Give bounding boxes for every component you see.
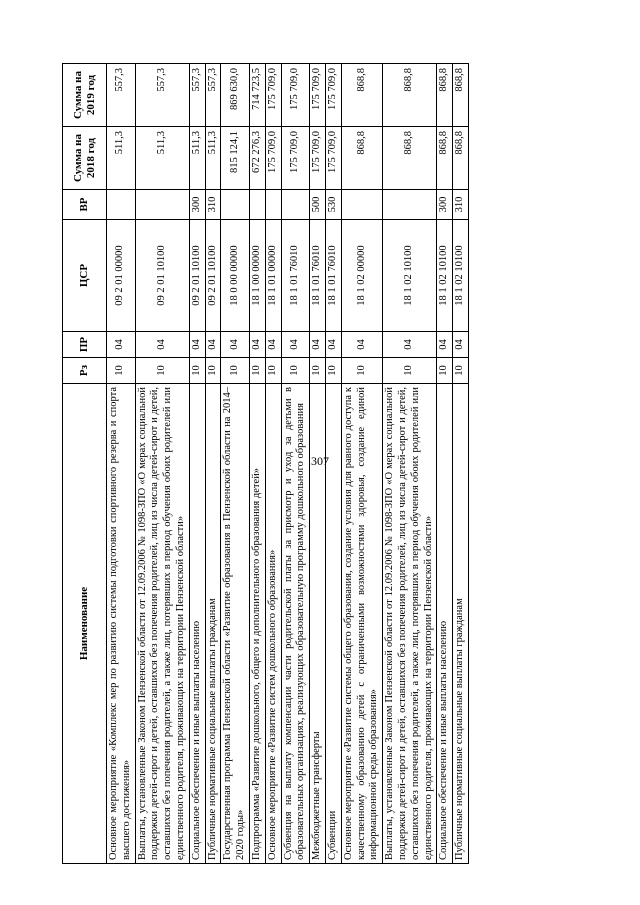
cell-pr: 04 <box>325 332 341 358</box>
table-row <box>221 64 250 864</box>
cell-name: Основное мероприятие «Развитие системы общего образования, создание условия для равного доступа к качественному образованию детей с ограниченными возможностями здоровья, создание единой информационной среды образования» <box>341 384 382 864</box>
cell-rz: 10 <box>437 358 453 384</box>
cell-pr: 04 <box>310 332 326 358</box>
cell-name: Субвенции <box>325 384 341 864</box>
cell-name: Социальное обеспечение и иные выплаты населению <box>189 384 205 864</box>
cell-vr: 310 <box>205 190 221 220</box>
cell-rz: 10 <box>205 358 221 384</box>
cell-csr: 18 0 00 00000 <box>221 220 250 332</box>
header-pr: ПР <box>63 332 107 358</box>
cell-vr: 300 <box>437 190 453 220</box>
cell-csr: 18 1 00 00000 <box>249 220 265 332</box>
header-rz: Рз <box>63 358 107 384</box>
budget-table <box>62 63 469 864</box>
cell-rz: 10 <box>325 358 341 384</box>
cell-vr <box>281 190 310 220</box>
header-sum-2019: Сумма на 2019 год <box>63 64 107 127</box>
cell-pr: 04 <box>249 332 265 358</box>
cell-csr: 18 1 02 10100 <box>437 220 453 332</box>
cell-csr: 18 1 02 00000 <box>341 220 382 332</box>
cell-name: Основное мероприятие «Развитие систем дошкольного образования» <box>265 384 281 864</box>
cell-sum-2019: 557,3 <box>107 64 136 127</box>
cell-rz: 10 <box>107 358 136 384</box>
cell-vr <box>341 190 382 220</box>
cell-csr: 18 1 01 00000 <box>265 220 281 332</box>
table-row <box>325 64 341 864</box>
cell-sum-2019: 868,8 <box>341 64 382 127</box>
cell-vr: 310 <box>453 190 469 220</box>
cell-vr <box>107 190 136 220</box>
rotated-table-container <box>62 64 582 864</box>
cell-name: Межбюджетные трансферты <box>310 384 326 864</box>
cell-rz: 10 <box>383 358 437 384</box>
header-csr: ЦСР <box>63 220 107 332</box>
table-row <box>107 64 136 864</box>
cell-sum-2019: 869 630,0 <box>221 64 250 127</box>
table-row <box>249 64 265 864</box>
table-row <box>281 64 310 864</box>
cell-pr: 04 <box>107 332 136 358</box>
cell-name: Субвенция на выплату компенсации части родительской платы за присмотр и уход за детьми в образовательных организациях, реализующих образовательную программу дошкольного образования <box>281 384 310 864</box>
cell-rz: 10 <box>265 358 281 384</box>
cell-vr: 300 <box>189 190 205 220</box>
cell-sum-2019: 175 709,0 <box>310 64 326 127</box>
cell-sum-2018: 868,8 <box>383 127 437 190</box>
cell-sum-2019: 175 709,0 <box>281 64 310 127</box>
cell-sum-2019: 868,8 <box>437 64 453 127</box>
cell-pr: 04 <box>189 332 205 358</box>
table-header-row <box>63 64 107 864</box>
table-row <box>135 64 189 864</box>
cell-csr: 18 1 02 10100 <box>453 220 469 332</box>
cell-rz: 10 <box>453 358 469 384</box>
cell-csr: 09 2 01 10100 <box>189 220 205 332</box>
cell-sum-2018: 175 709,0 <box>310 127 326 190</box>
cell-sum-2018: 175 709,0 <box>265 127 281 190</box>
cell-sum-2019: 868,8 <box>383 64 437 127</box>
cell-pr: 04 <box>383 332 437 358</box>
cell-sum-2019: 557,3 <box>135 64 189 127</box>
cell-vr <box>249 190 265 220</box>
table-row <box>341 64 382 864</box>
cell-sum-2019: 557,3 <box>205 64 221 127</box>
cell-sum-2018: 175 709,0 <box>281 127 310 190</box>
cell-pr: 04 <box>265 332 281 358</box>
cell-csr: 18 1 01 76010 <box>325 220 341 332</box>
cell-sum-2019: 175 709,0 <box>325 64 341 127</box>
table-row <box>437 64 453 864</box>
table-row <box>453 64 469 864</box>
cell-vr <box>383 190 437 220</box>
cell-name: Выплаты, установленные Законом Пензенской области от 12.09.2006 № 1098-ЗПО «О мерах социальной поддержки детей-сирот и детей, оставшихся без попечения родителей, лиц из числа детей-сирот и детей, оставшихся без попечения родителей, а также лиц, потерявших в период обучения обоих родителей или единственного родителя, проживающих на территории Пензенской области» <box>383 384 437 864</box>
cell-rz: 10 <box>189 358 205 384</box>
table-row <box>189 64 205 864</box>
cell-pr: 04 <box>453 332 469 358</box>
cell-csr: 18 1 01 76010 <box>281 220 310 332</box>
cell-pr: 04 <box>341 332 382 358</box>
cell-sum-2018: 175 709,0 <box>325 127 341 190</box>
cell-pr: 04 <box>135 332 189 358</box>
cell-name: Подпрограмма «Развитие дошкольного, общего и дополнительного образования детей» <box>249 384 265 864</box>
cell-rz: 10 <box>221 358 250 384</box>
cell-name: Социальное обеспечение и иные выплаты населению <box>437 384 453 864</box>
cell-vr <box>265 190 281 220</box>
cell-sum-2018: 868,8 <box>453 127 469 190</box>
cell-rz: 10 <box>310 358 326 384</box>
cell-sum-2018: 511,3 <box>107 127 136 190</box>
cell-rz: 10 <box>249 358 265 384</box>
cell-pr: 04 <box>205 332 221 358</box>
table-row <box>265 64 281 864</box>
cell-sum-2019: 714 723,5 <box>249 64 265 127</box>
cell-csr: 09 2 01 10100 <box>135 220 189 332</box>
cell-vr: 530 <box>325 190 341 220</box>
table-row <box>205 64 221 864</box>
cell-vr <box>221 190 250 220</box>
cell-name: Выплаты, установленные Законом Пензенской области от 12.09.2006 № 1098-ЗПО «О мерах социальной поддержки детей-сирот и детей, оставшихся без попечения родителей, лиц из числа детей-сирот и детей, оставшихся без попечения родителей, а также лиц, потерявших в период обучения обоих родителей или единственного родителя, проживающих на территории Пензенской области» <box>135 384 189 864</box>
table-row <box>383 64 437 864</box>
cell-sum-2019: 868,8 <box>453 64 469 127</box>
cell-pr: 04 <box>437 332 453 358</box>
cell-name: Публичные нормативные социальные выплаты гражданам <box>453 384 469 864</box>
header-vr: ВР <box>63 190 107 220</box>
page-number: 307 <box>311 454 329 468</box>
cell-vr: 500 <box>310 190 326 220</box>
cell-name: Публичные нормативные социальные выплаты гражданам <box>205 384 221 864</box>
cell-sum-2018: 672 276,3 <box>249 127 265 190</box>
cell-name: Основное мероприятие «Комплекс мер по развитию системы подготовки спортивного резерва и спорта высшего достижения» <box>107 384 136 864</box>
cell-sum-2019: 557,3 <box>189 64 205 127</box>
cell-rz: 10 <box>281 358 310 384</box>
cell-sum-2018: 815 124,1 <box>221 127 250 190</box>
cell-sum-2018: 511,3 <box>205 127 221 190</box>
header-name: Наименование <box>63 384 107 864</box>
cell-sum-2019: 175 709,0 <box>265 64 281 127</box>
cell-sum-2018: 868,8 <box>341 127 382 190</box>
cell-vr <box>135 190 189 220</box>
cell-sum-2018: 868,8 <box>437 127 453 190</box>
cell-sum-2018: 511,3 <box>189 127 205 190</box>
cell-csr: 09 2 01 10100 <box>205 220 221 332</box>
cell-csr: 09 2 01 00000 <box>107 220 136 332</box>
cell-pr: 04 <box>221 332 250 358</box>
cell-sum-2018: 511,3 <box>135 127 189 190</box>
header-sum-2018: Сумма на 2018 год <box>63 127 107 190</box>
table-row <box>310 64 326 864</box>
cell-csr: 18 1 02 10100 <box>383 220 437 332</box>
cell-pr: 04 <box>281 332 310 358</box>
cell-name: Государственная программа Пензенской области «Развитие образования в Пензенской области на 2014–2020 годы» <box>221 384 250 864</box>
cell-rz: 10 <box>135 358 189 384</box>
cell-csr: 18 1 01 76010 <box>310 220 326 332</box>
cell-rz: 10 <box>341 358 382 384</box>
